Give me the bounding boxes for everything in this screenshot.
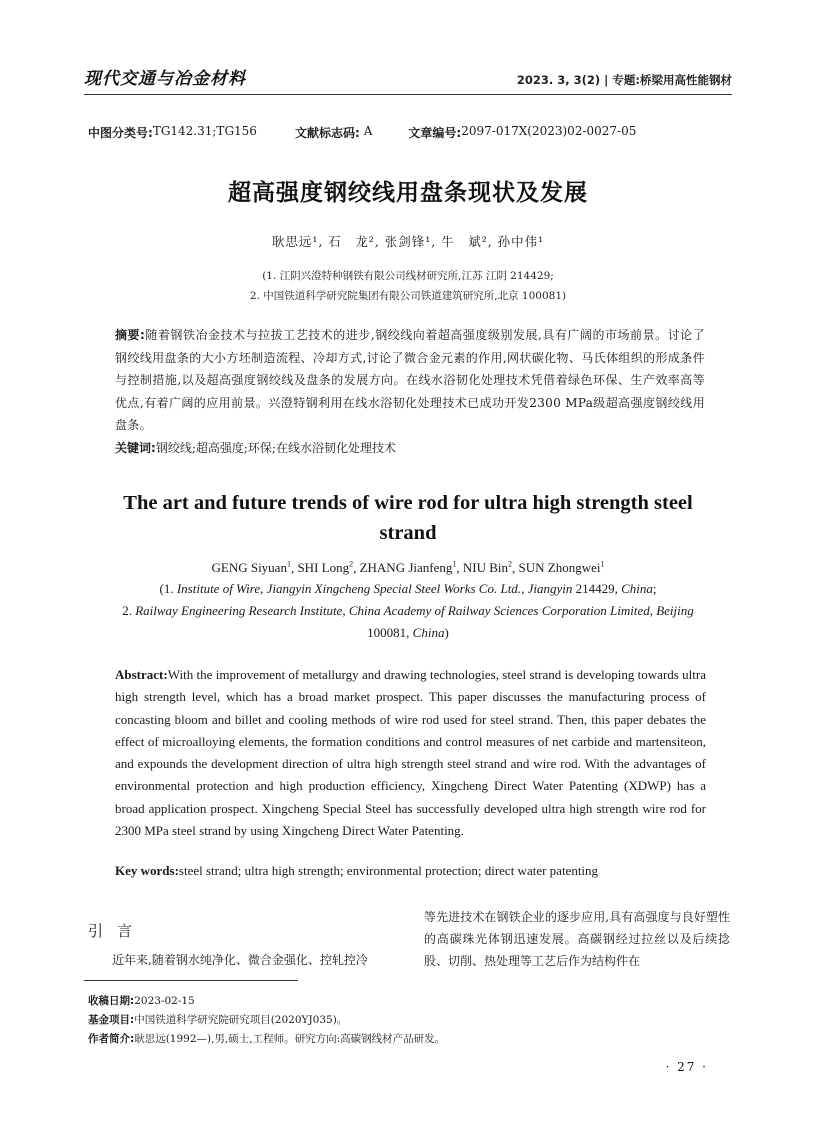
topic-label: 专题:桥梁用高性能钢材 xyxy=(612,73,732,87)
header-separator: | xyxy=(604,73,609,87)
affiliation-cn-2: 2. 中国铁道科学研究院集团有限公司铁道建筑研究所,北京 100081) xyxy=(249,290,567,302)
intro-left-column: 近年来,随着钢水纯净化、微合金强化、控轧控冷 xyxy=(112,953,368,967)
keywords-en-label: Key words: xyxy=(115,863,179,878)
footnote-divider xyxy=(84,980,298,981)
journal-logo: 现代交通与冶金材料 xyxy=(84,69,246,89)
doc-code-value: A xyxy=(363,124,373,138)
affiliations-english: (1. Institute of Wire, Jiangyin Xingcheng Special Steel Works Co. Ltd., Jiangyin 214429, China; 2. Railway Engineering Research Institute, China Academy of Railway Sciences Corporation Limited, Beijing 100081, China) xyxy=(122,581,694,640)
fund-project: 基金项目:中国铁道科学研究院研究项目(2020YJ035)。 xyxy=(88,1014,348,1026)
keywords-cn-text: 钢绞线;超高强度;环保;在线水浴韧化处理技术 xyxy=(155,441,396,455)
keywords-chinese xyxy=(115,439,705,456)
issue-header xyxy=(517,72,732,88)
affiliation-cn-1: (1. 江阴兴澄特种钢铁有限公司线材研究所,江苏 江阴 214429; xyxy=(262,270,554,282)
abstract-cn-label: 摘要: xyxy=(115,328,146,342)
abstract-cn-text: 随着钢铁冶金技术与拉拔工艺技术的进步,钢绞线向着超高强度级别发展,具有广阔的市场前景。讨论了钢绞线用盘条的大小方坯制造流程、冷却方式,讨论了微合金元素的作用,网状碳化物、马氏体组织的形成条件与控制措施,以及超高强度钢绞线及盘条的发展方向。在线水浴韧化处理技术凭借着绿色环保、生产效率高等优点,有着广阔的应用前景。兴澄特钢利用在线水浴韧化处理技术已成功开发2300 MPa级超高强度钢绞线用盘条。 xyxy=(115,328,705,432)
affiliation-en-1: Institute of Wire, Jiangyin Xingcheng Special Steel Works Co. Ltd. xyxy=(176,581,522,596)
classification-line xyxy=(88,124,636,141)
footnotes xyxy=(88,992,445,1049)
doc-code-label: 文献标志码: xyxy=(294,126,360,140)
article-number-label: 文章编号: xyxy=(408,126,462,140)
affiliations-chinese xyxy=(0,266,816,306)
title-english: The art and future trends of wire rod for ultra high strength steel strand xyxy=(123,492,693,544)
clc-label: 中图分类号: xyxy=(88,126,153,140)
author-en: SUN Zhongwei$^1$ xyxy=(518,560,605,576)
issue-number: 2023. 3, 3(2) xyxy=(516,73,601,87)
received-date: 收稿日期:2023-02-15 xyxy=(88,995,195,1007)
authors-chinese: 耿思远¹, 石 龙², 张剑锋¹, 牛 斌², 孙中伟¹ xyxy=(271,234,545,249)
abstract-en-label: Abstract: xyxy=(115,667,168,682)
abstract-english xyxy=(115,664,706,842)
keywords-en-text: steel strand; ultra high strength; environmental protection; direct water patenting xyxy=(178,863,599,878)
article-number-value: 2097-017X(2023)02-0027-05 xyxy=(461,124,637,138)
keywords-english xyxy=(115,863,706,879)
authors-english: GENG Siyuan$^1$, SHI Long$^2$, ZHANG Jianfeng$^1$, NIU Bin$^2$, SUN Zhongwei$^1$ xyxy=(211,560,605,576)
abstract-chinese xyxy=(115,324,705,437)
keywords-cn-label: 关键词: xyxy=(115,441,156,455)
introduction-heading: 引言 xyxy=(88,922,147,940)
author-en: NIU Bin$^2$ xyxy=(462,560,513,576)
header-divider xyxy=(84,94,732,95)
intro-right-column: 等先进技术在钢铁企业的逐步应用,具有高强度与良好塑性的高碳珠光体钢迅速发展。高碳钢经过拉丝以及后续捻股、切削、热处理等工艺后作为结构件在 xyxy=(424,910,730,968)
affiliation-en-2: Railway Engineering Research Institute, China Academy of Railway Sciences Corporation Limited, Beijing xyxy=(135,603,694,618)
abstract-en-text: With the improvement of metallurgy and drawing technologies, steel strand is developing towards ultra high strength level, which has a broad market prospect. This paper discusses the manufacturing process of concasting bloom and billet and cooling methods of wire rod used for steel strand. Then, this paper debates the effect of microalloying elements, the formation conditions and control measures of net carbide and martensiteon, and expounds the development direction of ultra high strength steel strand and wire rod. With the advantages of environmental protection and high production efficiency, Xingcheng Direct Water Patenting (XDWP) has a broad application prospect. Xingcheng Special Steel has successfully developed ultra high strength wire rod for 2300 MPa steel strand by using Xingcheng Direct Water Patenting. xyxy=(115,667,706,839)
author-en: GENG Siyuan$^1$ xyxy=(211,560,291,576)
clc-value: TG142.31;TG156 xyxy=(152,124,257,138)
author-en: ZHANG Jianfeng$^1$ xyxy=(359,560,457,576)
author-bio: 作者简介:耿思远(1992—),男,硕士,工程师。研究方向:高碳钢线材产品研发。 xyxy=(88,1033,446,1045)
author-en: SHI Long$^2$ xyxy=(297,560,354,576)
page-number: · 27 · xyxy=(665,1060,708,1074)
title-chinese: 超高强度钢绞线用盘条现状及发展 xyxy=(228,180,588,206)
